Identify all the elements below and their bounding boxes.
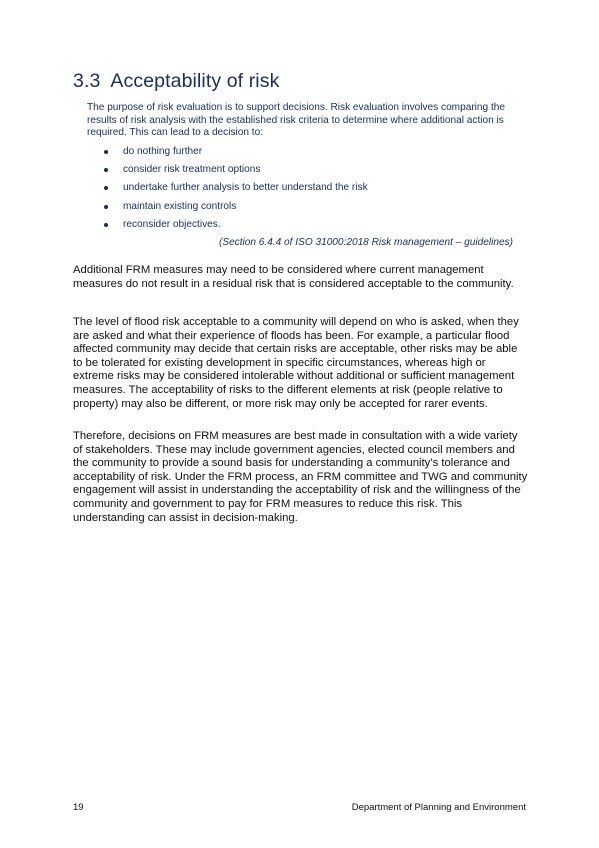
body-paragraph: The level of flood risk acceptable to a community will depend on who is asked, when they are asked and what their experience of floods has been. For example, a particular flood affected community may decide that certain risks are acceptable, other risks may be able to be tolerated for existing development in specific circumstances, whereas high or extreme risks may be considered intolerable without additional or sufficient management measures. The acceptability of risks to the different elements at risk (people relative to property) may also be different, or more risk may only be accepted for rarer events. (73, 316, 519, 410)
bullet-list (104, 145, 368, 236)
list-item-text: maintain existing controls (123, 200, 237, 212)
bullet-icon (104, 223, 108, 227)
list-item-text: consider risk treatment options (123, 164, 261, 176)
quote-intro: The purpose of risk evaluation is to support decisions. Risk evaluation involves comparing the results of risk analysis with the established risk criteria to determine where additional action is required. This can lead to a decision to: (87, 102, 505, 139)
page-number: 19 (73, 802, 84, 813)
footer-department: Department of Planning and Environment (351, 802, 526, 813)
section-title: Acceptability of risk (110, 70, 280, 92)
list-item (104, 145, 368, 163)
list-item (104, 181, 368, 199)
bullet-icon (104, 186, 108, 190)
section-number: 3.3 (73, 70, 101, 92)
list-item (104, 163, 368, 181)
body-paragraph: Therefore, decisions on FRM measures are best made in consultation with a wide variety of stakeholders. These may include government agencies, elected council members and the community to provide a sound basis for understanding a community’s tolerance and acceptability of risk. Under the FRM process, an FRM committee and TWG and community engagement will assist in understanding the acceptability of risk and the willingness of the community and government to pay for FRM measures to reduce this risk. This understanding can assist in decision-making. (73, 430, 528, 524)
quoted-block (87, 102, 517, 140)
quote-citation: (Section 6.4.4 of ISO 31000:2018 Risk management – guidelines) (218, 237, 513, 248)
list-item (104, 218, 368, 236)
body-paragraph: Additional FRM measures may need to be considered where current management measures do not result in a residual risk that is considered acceptable to the community. (73, 264, 514, 290)
bullet-icon (104, 205, 108, 209)
list-item-text: undertake further analysis to better understand the risk (123, 182, 368, 194)
list-item (104, 200, 368, 218)
list-item-text: reconsider objectives. (123, 218, 221, 230)
bullet-icon (104, 150, 108, 154)
list-item-text: do nothing further (123, 146, 203, 157)
bullet-icon (104, 168, 108, 172)
section-heading (73, 70, 279, 93)
